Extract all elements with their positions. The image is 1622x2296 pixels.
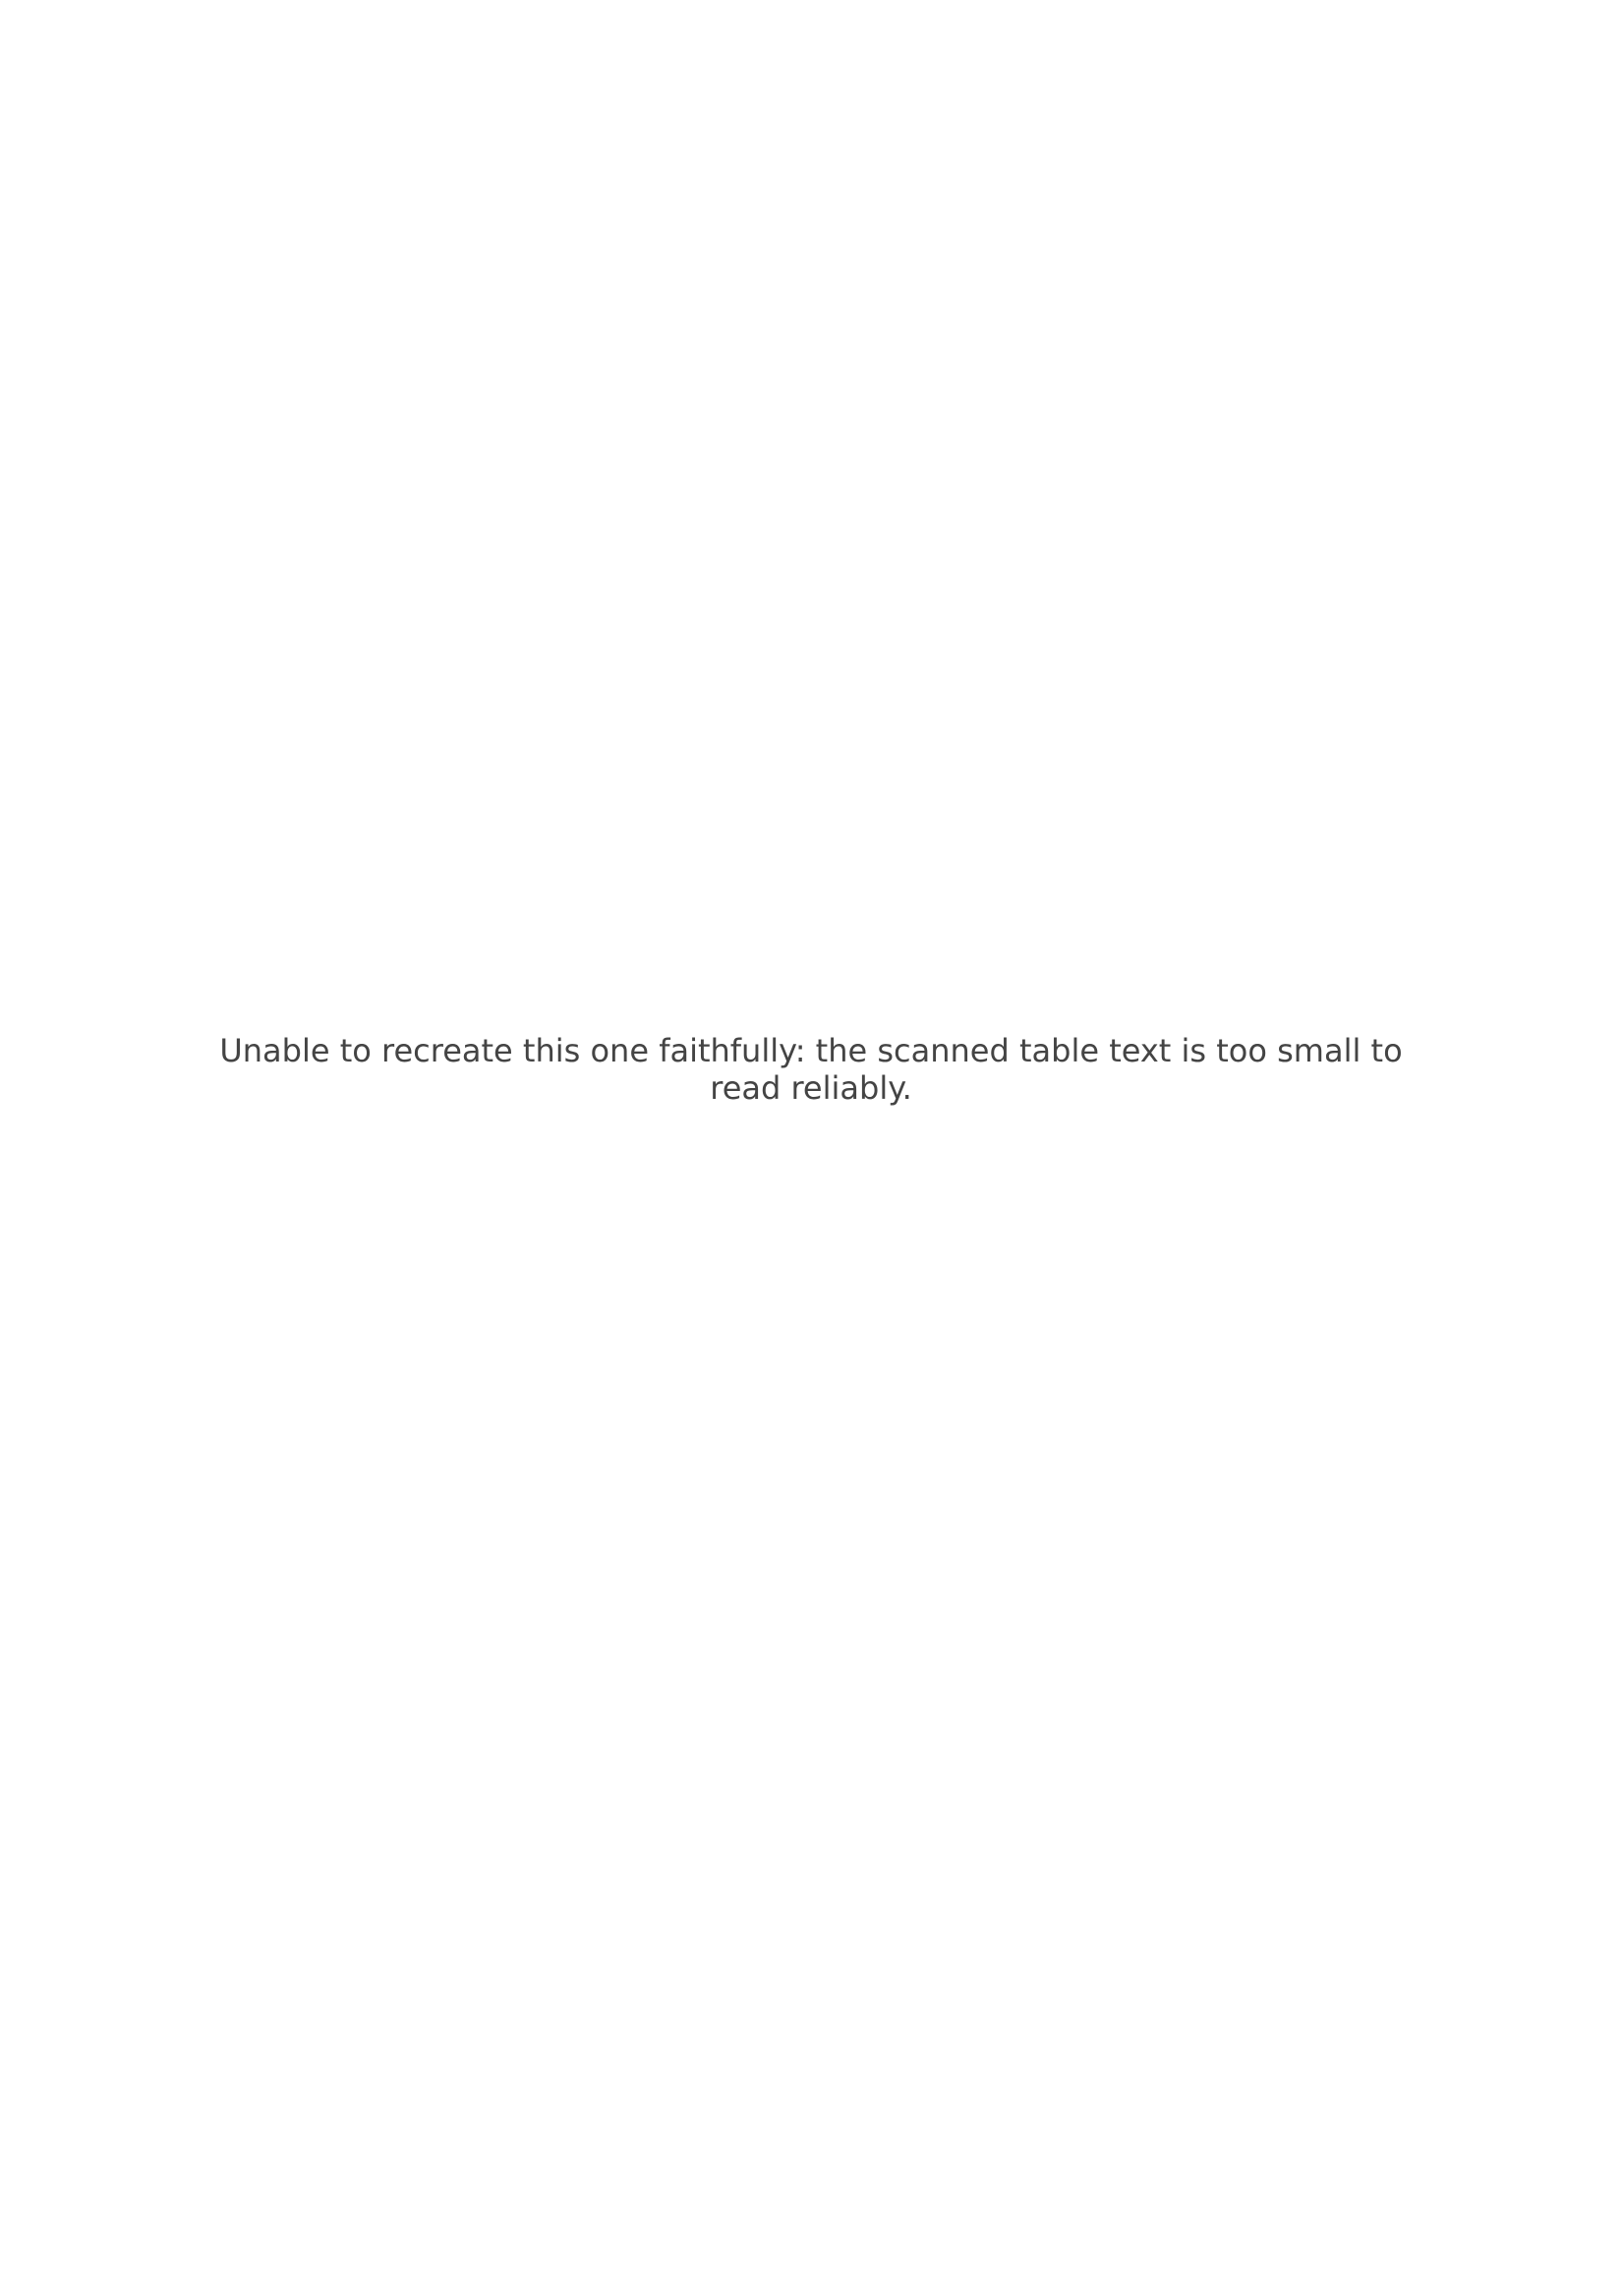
notice-text: Unable to recreate this one faithfully: the scanned table text is too small to read reliably. xyxy=(219,1032,1403,1107)
